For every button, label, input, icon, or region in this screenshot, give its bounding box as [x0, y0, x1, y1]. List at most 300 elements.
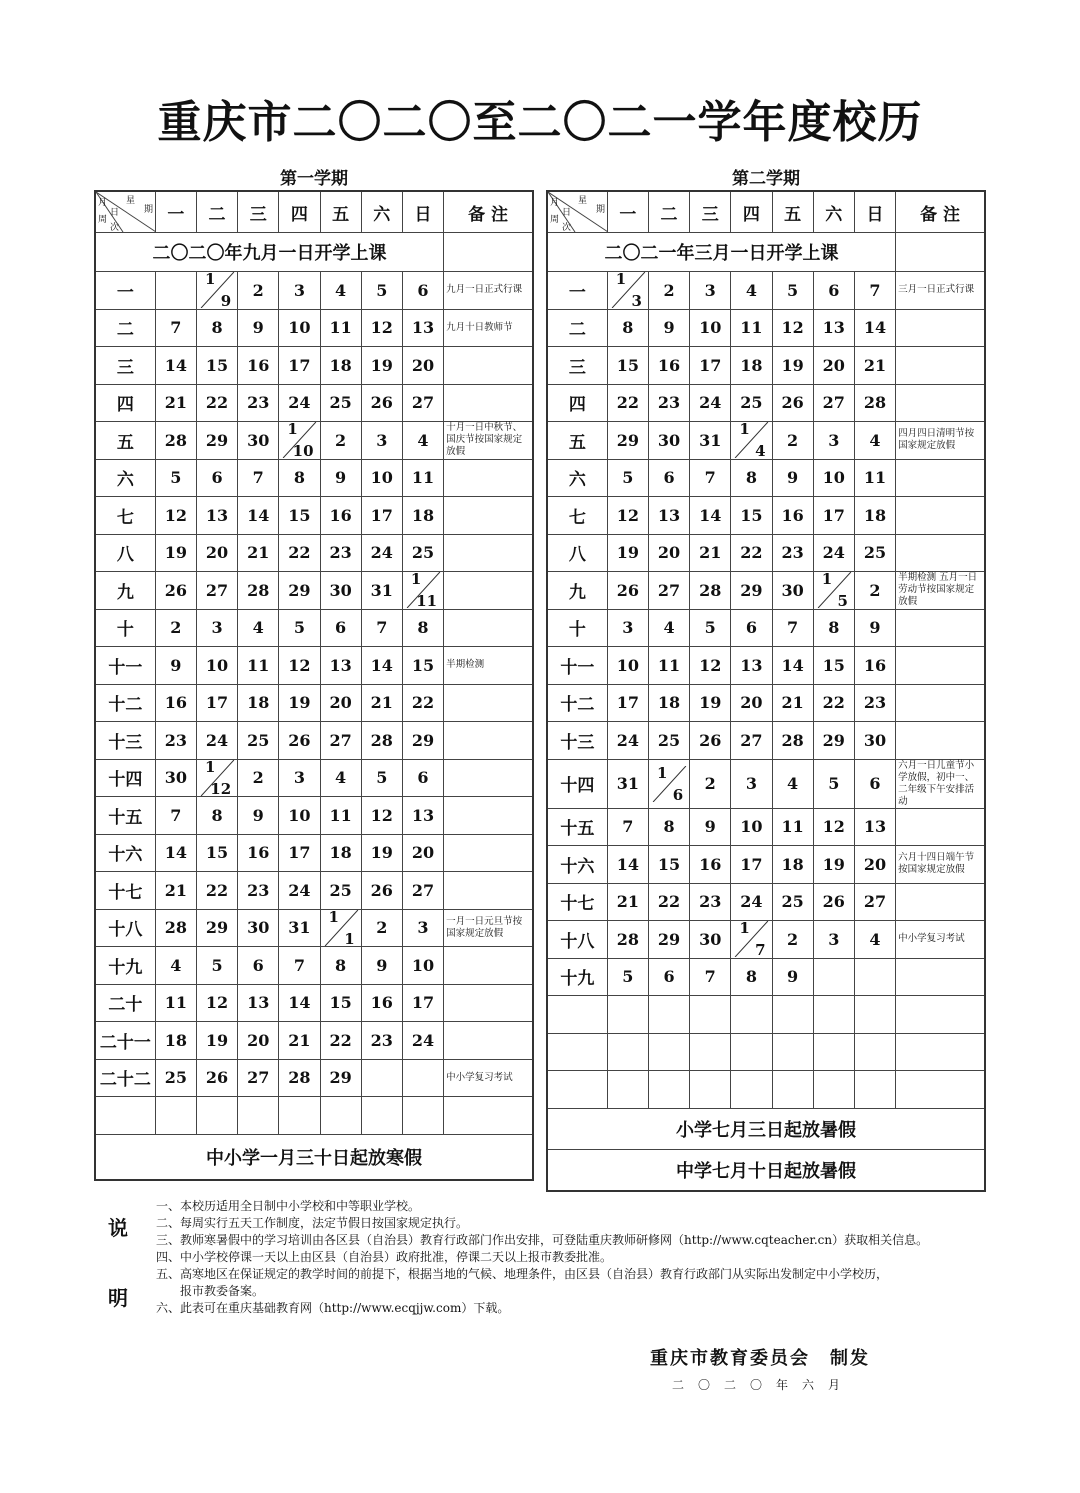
month-start-month: 12	[210, 779, 232, 798]
day-cell: 3	[196, 609, 237, 647]
remark-cell	[896, 384, 985, 422]
day-cell: 31	[690, 422, 731, 460]
week-row	[95, 459, 533, 497]
day-cell: 17	[361, 497, 402, 535]
day-cell: 12	[690, 647, 731, 685]
remark-cell	[444, 759, 533, 797]
day-cell: 13	[854, 808, 895, 846]
day-cell: 28	[155, 422, 196, 460]
day-cell	[690, 1071, 731, 1109]
day-cell: 29	[731, 572, 772, 610]
weekday-header: 日	[402, 191, 443, 233]
day-cell: 21	[361, 684, 402, 722]
day-cell: 28	[607, 921, 648, 959]
day-cell: 15	[607, 347, 648, 385]
day-cell: 25	[648, 722, 689, 760]
day-cell: 5	[155, 459, 196, 497]
weekday-header: 六	[361, 191, 402, 233]
remark-cell	[896, 609, 985, 647]
remarks-header: 备 注	[444, 191, 533, 233]
day-cell: 4	[320, 759, 361, 797]
notes-label-bottom: 明	[108, 1286, 128, 1310]
month-start-cell	[320, 909, 361, 947]
day-cell: 9	[772, 958, 813, 996]
week-number: 八	[95, 534, 155, 572]
month-start-month: 4	[755, 442, 766, 461]
day-cell: 7	[155, 797, 196, 835]
day-cell: 9	[238, 797, 279, 835]
day-cell: 6	[813, 272, 854, 310]
day-cell: 6	[854, 759, 895, 808]
day-cell: 8	[196, 797, 237, 835]
header-row	[95, 191, 533, 233]
day-cell: 21	[155, 384, 196, 422]
week-row	[95, 347, 533, 385]
month-start-day: 1	[615, 270, 627, 289]
day-cell: 20	[402, 834, 443, 872]
remark-cell	[444, 459, 533, 497]
day-cell: 6	[238, 947, 279, 985]
day-cell: 8	[196, 309, 237, 347]
day-cell: 26	[690, 722, 731, 760]
note-item: 报市教委备案。	[180, 1284, 265, 1298]
issue-date: 二〇二〇年六月	[672, 1378, 855, 1392]
week-row	[547, 684, 985, 722]
day-cell	[772, 996, 813, 1034]
day-cell: 9	[772, 459, 813, 497]
day-cell: 5	[690, 609, 731, 647]
day-cell: 28	[690, 572, 731, 610]
day-cell: 10	[731, 808, 772, 846]
day-cell: 8	[648, 808, 689, 846]
remark-note: 一月一日元旦节按国家规定放假	[444, 909, 533, 947]
week-number: 六	[95, 459, 155, 497]
day-cell: 19	[772, 347, 813, 385]
week-row	[95, 759, 533, 797]
day-cell: 5	[607, 459, 648, 497]
remark-cell	[896, 534, 985, 572]
week-row	[95, 309, 533, 347]
note-item: 三、教师寒暑假中的学习培训由各区县（自治县）教育行政部门作出安排，可登陆重庆教师研修网（http://www.cqteacher.cn）获取相关信息。	[156, 1233, 929, 1247]
month-start-month: 3	[631, 292, 642, 311]
day-cell: 9	[854, 609, 895, 647]
day-cell: 24	[196, 722, 237, 760]
day-cell: 18	[402, 497, 443, 535]
day-cell: 16	[238, 834, 279, 872]
day-cell: 26	[772, 384, 813, 422]
day-cell: 27	[813, 384, 854, 422]
week-row	[547, 759, 985, 808]
day-cell: 23	[238, 872, 279, 910]
day-cell: 18	[772, 846, 813, 884]
week-row	[95, 797, 533, 835]
weekday-header: 一	[607, 191, 648, 233]
day-cell: 16	[690, 846, 731, 884]
remark-note: 九月一日正式行课	[444, 272, 533, 310]
day-cell: 9	[690, 808, 731, 846]
weekday-header: 四	[279, 191, 320, 233]
week-row	[547, 1033, 985, 1071]
day-cell: 27	[238, 1059, 279, 1097]
month-start-day: 1	[821, 570, 833, 589]
week-number: 十九	[547, 958, 607, 996]
day-cell: 23	[772, 534, 813, 572]
vacation-notice: 中小学一月三十日起放寒假	[95, 1134, 533, 1180]
corner-week-top-label: 周	[550, 215, 560, 225]
day-cell: 30	[648, 422, 689, 460]
day-cell: 25	[731, 384, 772, 422]
day-cell: 11	[320, 797, 361, 835]
weekday-header: 四	[731, 191, 772, 233]
weekday-header: 六	[813, 191, 854, 233]
corner-weekday-bottom-label: 期	[144, 205, 154, 215]
week-row	[95, 1022, 533, 1060]
week-row	[547, 272, 985, 310]
month-start-day: 1	[328, 907, 339, 926]
day-cell: 5	[196, 947, 237, 985]
day-cell: 3	[279, 759, 320, 797]
day-cell: 26	[155, 572, 196, 610]
day-cell: 6	[320, 609, 361, 647]
week-row	[547, 572, 985, 610]
week-number: 十三	[95, 722, 155, 760]
day-cell: 24	[402, 1022, 443, 1060]
weekday-header: 二	[648, 191, 689, 233]
remark-cell	[896, 647, 985, 685]
day-cell: 16	[648, 347, 689, 385]
day-cell: 17	[279, 347, 320, 385]
day-cell: 27	[731, 722, 772, 760]
day-cell: 3	[690, 272, 731, 310]
corner-week-bottom-label: 次	[110, 223, 120, 232]
day-cell: 2	[320, 422, 361, 460]
day-cell: 26	[279, 722, 320, 760]
day-cell: 4	[854, 422, 895, 460]
day-cell: 14	[361, 647, 402, 685]
weekday-header: 五	[772, 191, 813, 233]
day-cell: 15	[648, 846, 689, 884]
remark-cell	[896, 958, 985, 996]
remark-note: 四月四日清明节按国家规定放假	[896, 422, 985, 460]
day-cell: 12	[772, 309, 813, 347]
day-cell: 24	[607, 722, 648, 760]
day-cell: 7	[361, 609, 402, 647]
day-cell: 18	[155, 1022, 196, 1060]
day-cell: 18	[320, 834, 361, 872]
day-cell: 10	[279, 797, 320, 835]
day-cell	[854, 1033, 895, 1071]
week-row	[547, 647, 985, 685]
day-cell: 26	[607, 572, 648, 610]
day-cell: 7	[607, 808, 648, 846]
semester-2-calendar	[546, 190, 986, 1192]
day-cell: 9	[361, 947, 402, 985]
remark-note: 中小学复习考试	[896, 921, 985, 959]
day-cell: 5	[607, 958, 648, 996]
day-cell: 19	[607, 534, 648, 572]
day-cell	[731, 1033, 772, 1071]
month-start-cell	[648, 759, 689, 808]
day-cell	[607, 1033, 648, 1071]
corner-weekday-top-label: 星	[126, 196, 136, 206]
note-item: 四、中小学校停课一天以上由区县（自治县）政府批准，停课二天以上报市教委批准。	[156, 1250, 613, 1264]
day-cell: 21	[607, 883, 648, 921]
day-cell	[648, 1033, 689, 1071]
day-cell: 10	[607, 647, 648, 685]
day-cell: 3	[813, 422, 854, 460]
day-cell: 3	[361, 422, 402, 460]
day-cell: 8	[731, 958, 772, 996]
remark-cell	[896, 309, 985, 347]
month-start-day: 1	[739, 420, 750, 439]
remark-cell	[444, 384, 533, 422]
remark-cell	[444, 984, 533, 1022]
week-row	[95, 534, 533, 572]
week-number: 十七	[95, 872, 155, 910]
remark-cell	[444, 1097, 533, 1135]
day-cell: 14	[238, 497, 279, 535]
day-cell	[854, 1071, 895, 1109]
day-cell: 31	[279, 909, 320, 947]
day-cell: 10	[279, 309, 320, 347]
day-cell: 5	[361, 759, 402, 797]
vacation-notice: 小学七月三日起放暑假	[547, 1108, 985, 1149]
corner-week-top-label: 周	[98, 215, 108, 225]
day-cell	[196, 1097, 237, 1135]
day-cell: 22	[607, 384, 648, 422]
day-cell: 13	[402, 797, 443, 835]
day-cell: 30	[320, 572, 361, 610]
day-cell: 13	[402, 309, 443, 347]
day-cell: 24	[813, 534, 854, 572]
week-number: 二	[95, 309, 155, 347]
week-row	[95, 684, 533, 722]
day-cell	[648, 1071, 689, 1109]
day-cell: 11	[648, 647, 689, 685]
month-start-cell	[731, 921, 772, 959]
remark-cell	[896, 996, 985, 1034]
day-cell: 31	[361, 572, 402, 610]
day-cell: 15	[731, 497, 772, 535]
issuer: 重庆市教育委员会 制发	[650, 1348, 870, 1369]
week-row	[95, 384, 533, 422]
day-cell: 20	[813, 347, 854, 385]
corner-cell	[547, 191, 607, 233]
remark-cell	[444, 609, 533, 647]
remark-note: 九月十日教师节	[444, 309, 533, 347]
day-cell: 3	[279, 272, 320, 310]
day-cell: 24	[690, 384, 731, 422]
day-cell: 22	[196, 872, 237, 910]
day-cell: 24	[279, 384, 320, 422]
remark-cell	[444, 572, 533, 610]
month-start-day: 1	[204, 270, 216, 289]
day-cell: 28	[155, 909, 196, 947]
day-cell: 30	[854, 722, 895, 760]
day-cell: 10	[813, 459, 854, 497]
day-cell: 15	[813, 647, 854, 685]
day-cell: 7	[155, 309, 196, 347]
day-cell: 22	[813, 684, 854, 722]
day-cell	[854, 996, 895, 1034]
day-cell: 9	[648, 309, 689, 347]
day-cell: 29	[607, 422, 648, 460]
week-number: 五	[95, 422, 155, 460]
week-number: 十四	[95, 759, 155, 797]
day-cell: 15	[279, 497, 320, 535]
day-cell	[854, 958, 895, 996]
remark-cell	[896, 684, 985, 722]
day-cell: 28	[854, 384, 895, 422]
day-cell: 7	[238, 459, 279, 497]
week-row	[95, 1097, 533, 1135]
semester-1-label: 第一学期	[280, 169, 348, 189]
day-cell: 7	[772, 609, 813, 647]
remark-note: 半期检测	[444, 647, 533, 685]
day-cell: 17	[731, 846, 772, 884]
week-number: 十五	[547, 808, 607, 846]
day-cell: 23	[238, 384, 279, 422]
month-start-day: 1	[287, 420, 298, 439]
header-row	[547, 191, 985, 233]
day-cell: 29	[196, 422, 237, 460]
day-cell: 27	[402, 384, 443, 422]
week-row	[547, 996, 985, 1034]
day-cell: 16	[320, 497, 361, 535]
footer-row	[95, 1134, 533, 1180]
day-cell: 11	[238, 647, 279, 685]
month-start-day: 1	[204, 757, 216, 776]
month-start-cell	[731, 422, 772, 460]
week-row	[547, 1071, 985, 1109]
day-cell: 9	[238, 309, 279, 347]
week-row	[547, 808, 985, 846]
corner-day-label: 日	[110, 208, 120, 218]
note-item: 一、本校历适用全日制中小学校和中等职业学校。	[156, 1199, 421, 1213]
month-start-cell	[402, 572, 443, 610]
day-cell: 3	[731, 759, 772, 808]
day-cell: 29	[648, 921, 689, 959]
day-cell: 5	[279, 609, 320, 647]
day-cell: 6	[402, 272, 443, 310]
week-number: 八	[547, 534, 607, 572]
week-number: 十六	[547, 846, 607, 884]
week-number: 一	[95, 272, 155, 310]
day-cell	[402, 1059, 443, 1097]
day-cell: 16	[854, 647, 895, 685]
week-number	[547, 1071, 607, 1109]
day-cell: 22	[648, 883, 689, 921]
week-number: 十二	[95, 684, 155, 722]
remark-cell	[896, 497, 985, 535]
week-number: 三	[547, 347, 607, 385]
day-cell: 4	[238, 609, 279, 647]
day-cell: 3	[402, 909, 443, 947]
day-cell: 23	[690, 883, 731, 921]
day-cell: 12	[279, 647, 320, 685]
remark-cell	[444, 1022, 533, 1060]
month-start-month: 7	[755, 941, 766, 960]
week-number: 十一	[547, 647, 607, 685]
day-cell: 20	[320, 684, 361, 722]
remark-note: 十月一日中秋节、国庆节按国家规定放假	[444, 422, 533, 460]
week-row	[547, 309, 985, 347]
weekday-header: 日	[854, 191, 895, 233]
week-number: 四	[547, 384, 607, 422]
remark-note: 中小学复习考试	[444, 1059, 533, 1097]
note-item: 六、此表可在重庆基础教育网（http://www.ecqjjw.com）下载。	[156, 1301, 510, 1315]
day-cell	[772, 1033, 813, 1071]
day-cell: 24	[361, 534, 402, 572]
page-title: 重庆市二〇二〇至二〇二一学年度校历	[157, 97, 923, 148]
week-row	[547, 384, 985, 422]
day-cell: 28	[238, 572, 279, 610]
day-cell	[155, 272, 196, 310]
day-cell: 18	[238, 684, 279, 722]
day-cell: 11	[772, 808, 813, 846]
day-cell: 8	[813, 609, 854, 647]
day-cell: 11	[731, 309, 772, 347]
day-cell: 24	[279, 872, 320, 910]
day-cell: 11	[854, 459, 895, 497]
day-cell: 12	[196, 984, 237, 1022]
day-cell: 21	[238, 534, 279, 572]
day-cell: 3	[813, 921, 854, 959]
day-cell: 2	[690, 759, 731, 808]
week-number	[547, 996, 607, 1034]
start-row	[95, 233, 533, 272]
weekday-header: 三	[690, 191, 731, 233]
day-cell: 5	[361, 272, 402, 310]
remark-cell	[444, 797, 533, 835]
day-cell: 5	[772, 272, 813, 310]
day-cell: 2	[648, 272, 689, 310]
weekday-header: 一	[155, 191, 196, 233]
day-cell: 25	[238, 722, 279, 760]
month-start-month: 6	[672, 785, 684, 804]
weekday-header: 三	[238, 191, 279, 233]
weekday-header: 二	[196, 191, 237, 233]
week-row	[95, 497, 533, 535]
week-row	[547, 958, 985, 996]
day-cell: 13	[320, 647, 361, 685]
day-cell: 13	[648, 497, 689, 535]
day-cell: 18	[854, 497, 895, 535]
day-cell: 16	[772, 497, 813, 535]
day-cell	[731, 996, 772, 1034]
remark-cell	[896, 459, 985, 497]
day-cell: 21	[690, 534, 731, 572]
day-cell: 20	[648, 534, 689, 572]
day-cell: 12	[155, 497, 196, 535]
week-number: 十	[547, 609, 607, 647]
week-row	[95, 572, 533, 610]
week-number: 二	[547, 309, 607, 347]
day-cell: 14	[772, 647, 813, 685]
day-cell: 23	[155, 722, 196, 760]
day-cell: 30	[155, 759, 196, 797]
day-cell: 7	[854, 272, 895, 310]
day-cell: 21	[155, 872, 196, 910]
day-cell: 25	[320, 872, 361, 910]
remark-note: 六月十四日端午节按国家规定放假	[896, 846, 985, 884]
day-cell: 22	[279, 534, 320, 572]
day-cell	[238, 1097, 279, 1135]
remark-cell	[444, 347, 533, 385]
day-cell: 4	[402, 422, 443, 460]
week-number: 三	[95, 347, 155, 385]
month-start-month: 5	[837, 592, 848, 611]
